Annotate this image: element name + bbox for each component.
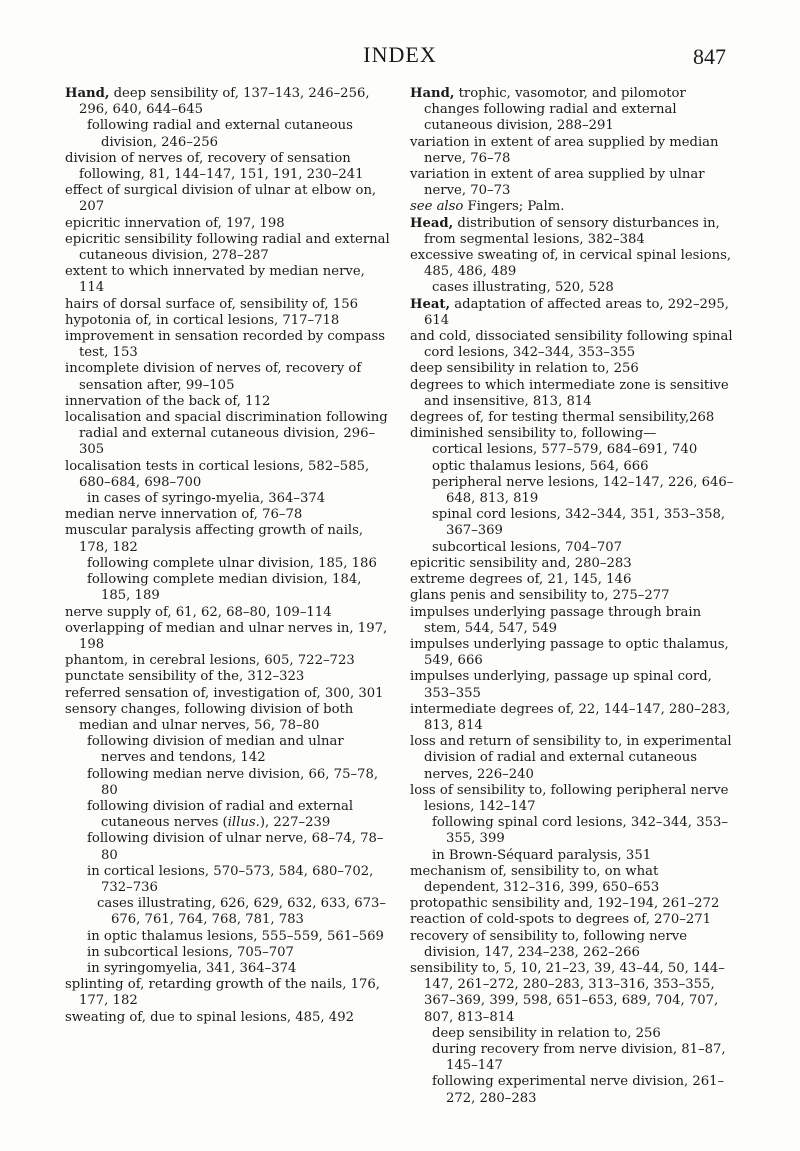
index-entry-text: following division of ulnar nerve, 68–74, 78–80 xyxy=(87,831,384,863)
index-entry-text: peripheral nerve lesions, 142–147, 226, 646–648, 813, 819 xyxy=(432,474,734,507)
index-entry-text: spinal cord lesions, 342–344, 351, 353–358, 367–369 xyxy=(432,507,726,539)
index-entry-text: following median nerve division, 66, 75–78, 80 xyxy=(87,766,379,798)
index-entry-text: deep sensibility in relation to, 256 xyxy=(432,1025,661,1041)
index-entry-text: incomplete division of nerves of, recovery of sensation after, 99–105 xyxy=(65,361,362,393)
index-entry-text: following complete median division, 184, 185, 189 xyxy=(87,572,362,604)
index-column-left xyxy=(65,86,390,1026)
index-entry-text: punctate sensibility of the, 312–323 xyxy=(65,669,305,685)
index-entry-text: innervation of the back of, 112 xyxy=(65,393,271,409)
index-entry-text: variation in extent of area supplied by median nerve, 76–78 xyxy=(410,134,719,166)
index-entry xyxy=(410,135,735,167)
index-entry xyxy=(65,410,390,459)
index-entry-text: loss and return of sensibility to, in experimental division of radial and external cutaneous nerves, 226–240 xyxy=(410,734,732,782)
index-entry-text-cont: ), 227–239 xyxy=(259,815,331,831)
index-entry-text: subcortical lesions, 704–707 xyxy=(432,539,623,555)
index-entry-text: cortical lesions, 577–579, 684–691, 740 xyxy=(432,442,698,458)
index-entry-text: and cold, dissociated sensibility following spinal cord lesions, 342–344, 353–355 xyxy=(410,329,733,361)
index-entry-text: reaction of cold-spots to degrees of, 270–271 xyxy=(410,912,712,928)
index-entry xyxy=(65,313,390,329)
index-entry xyxy=(65,621,390,653)
index-entry-text: overlapping of median and ulnar nerves in, 197, 198 xyxy=(65,620,388,652)
index-entry xyxy=(410,248,735,280)
index-entry xyxy=(432,1042,735,1074)
page-title: INDEX xyxy=(363,42,437,67)
index-entry-text: optic thalamus lesions, 564, 666 xyxy=(432,458,649,474)
index-entry xyxy=(432,1026,735,1042)
index-entry-text: localisation tests in cortical lesions, 582–585, 680–684, 698–700 xyxy=(65,458,370,490)
index-entry xyxy=(87,556,390,572)
index-entry-text: impulses underlying passage through brain stem, 544, 547, 549 xyxy=(410,604,702,636)
index-entry xyxy=(65,669,390,685)
index-entry-text: hypotonia of, in cortical lesions, 717–718 xyxy=(65,312,340,328)
index-entry-text: during recovery from nerve division, 81–87, 145–147 xyxy=(432,1041,726,1074)
index-entry xyxy=(65,653,390,669)
index-entry xyxy=(432,1074,735,1106)
index-entry-text: diminished sensibility to, following— xyxy=(410,426,657,442)
index-entry xyxy=(432,815,735,847)
index-entry-text: degrees of, for testing thermal sensibility,268 xyxy=(410,410,715,426)
index-entry xyxy=(432,475,735,507)
index-entry-text: following experimental nerve division, 261–272, 280–283 xyxy=(432,1074,725,1106)
index-entry xyxy=(87,734,390,766)
index-entry xyxy=(410,572,735,588)
index-entry xyxy=(410,702,735,734)
index-entry-text: splinting of, retarding growth of the nails, 176, 177, 182 xyxy=(65,977,380,1009)
index-entry-text: following radial and external cutaneous division, 246–256 xyxy=(87,118,353,150)
index-entry xyxy=(65,605,390,621)
index-entry xyxy=(410,378,735,410)
index-entry-text: protopathic sensibility and, 192–194, 261–272 xyxy=(410,896,720,912)
index-entry-text: glans penis and sensibility to, 275–277 xyxy=(410,588,670,604)
index-entry xyxy=(65,702,390,734)
index-entry-text: deep sensibility of, 137–143, 246–256, 296, 640, 644–645 xyxy=(79,86,370,118)
index-entry-text: trophic, vasomotor, and pilomotor changes following radial and external cutaneous division, 288–291 xyxy=(424,86,686,134)
index-entry xyxy=(432,280,735,296)
page-header xyxy=(0,40,800,80)
index-entry xyxy=(65,264,390,296)
index-entry xyxy=(410,783,735,815)
index-entry-text: in Brown-Séquard paralysis, 351 xyxy=(432,847,652,863)
index-entry xyxy=(410,929,735,961)
index-entry xyxy=(87,961,390,977)
index-entry-text: impulses underlying, passage up spinal cord, 353–355 xyxy=(410,669,712,701)
index-entry xyxy=(432,459,735,475)
index-entry xyxy=(65,394,390,410)
index-entry xyxy=(410,86,735,135)
index-headword: Hand, xyxy=(65,86,110,101)
index-entry xyxy=(87,767,390,799)
index-entry-text: following complete ulnar division, 185, 186 xyxy=(87,555,377,571)
index-entry xyxy=(410,734,735,783)
index-entry xyxy=(65,297,390,313)
index-entry-text: sensibility to, 5, 10, 21–23, 39, 43–44, 50, 144–147, 261–272, 280–283, 313–316, 353–355, 367–369, 399, 598, 651–653, 689, 704, 707, 807, 813–814 xyxy=(410,960,725,1025)
index-entry xyxy=(65,1010,390,1026)
index-entry xyxy=(410,961,735,1026)
index-entry-text: mechanism of, sensibility to, on what dependent, 312–316, 399, 650–653 xyxy=(410,863,660,895)
index-entry-text: loss of sensibility to, following peripheral nerve lesions, 142–147 xyxy=(410,782,729,814)
index-entry xyxy=(87,491,390,507)
index-entry xyxy=(410,556,735,572)
index-entry xyxy=(65,523,390,555)
index-entry-text: degrees to which intermediate zone is sensitive and insensitive, 813, 814 xyxy=(410,377,729,409)
index-entry xyxy=(87,929,390,945)
index-entry-text: following division of median and ulnar nerves and tendons, 142 xyxy=(87,734,344,766)
index-entry xyxy=(65,86,390,118)
index-italic-text: illus. xyxy=(227,815,260,831)
index-entry-text: in cortical lesions, 570–573, 584, 680–702, 732–736 xyxy=(87,863,374,895)
index-entry-text: following division of radial and external cutaneous nerves ( xyxy=(87,798,354,831)
index-entry xyxy=(432,507,735,539)
index-entry xyxy=(87,864,390,896)
index-entry-text: distribution of sensory disturbances in, from segmental lesions, 382–384 xyxy=(424,215,720,247)
index-entry xyxy=(65,977,390,1009)
index-entry-text: muscular paralysis affecting growth of nails, 178, 182 xyxy=(65,523,364,555)
index-entry xyxy=(65,232,390,264)
index-entry xyxy=(87,799,390,831)
index-entry-text: localisation and spacial discrimination following radial and external cutaneous division, 296–305 xyxy=(65,410,388,458)
index-entry-text: division of nerves of, recovery of sensation following, 81, 144–147, 151, 191, 230–241 xyxy=(65,150,364,183)
index-entry xyxy=(410,297,735,329)
index-entry xyxy=(65,329,390,361)
index-entry-text: extent to which innervated by median nerve, 114 xyxy=(65,264,365,296)
index-entry xyxy=(410,637,735,669)
index-entry xyxy=(432,442,735,458)
index-entry-text: in syringomyelia, 341, 364–374 xyxy=(87,960,297,976)
index-entry xyxy=(432,848,735,864)
index-entry xyxy=(410,329,735,361)
index-entry xyxy=(65,216,390,232)
index-entry-text: sensory changes, following division of both median and ulnar nerves, 56, 78–80 xyxy=(65,701,354,733)
index-entry xyxy=(410,669,735,701)
index-entry-text: cases illustrating, 626, 629, 632, 633, 673–676, 761, 764, 768, 781, 783 xyxy=(97,896,386,928)
index-entry xyxy=(410,199,735,215)
index-entry xyxy=(65,183,390,215)
index-entry xyxy=(410,216,735,248)
index-entry xyxy=(410,167,735,199)
index-column-right xyxy=(410,86,735,1107)
index-entry-text: following spinal cord lesions, 342–344, 353–355, 399 xyxy=(432,815,728,847)
index-headword: Head, xyxy=(410,215,454,231)
index-entry-text: in subcortical lesions, 705–707 xyxy=(87,944,294,960)
index-entry-text: nerve supply of, 61, 62, 68–80, 109–114 xyxy=(65,604,332,620)
index-entry-text: median nerve innervation of, 76–78 xyxy=(65,507,303,523)
index-entry-text: deep sensibility in relation to, 256 xyxy=(410,361,639,377)
index-entry-text: cases illustrating, 520, 528 xyxy=(432,280,614,296)
index-entry-text: Fingers; Palm. xyxy=(463,199,565,215)
index-entry xyxy=(87,572,390,604)
index-entry xyxy=(410,361,735,377)
index-entry-text: epicritic sensibility following radial and external cutaneous division, 278–287 xyxy=(65,231,390,264)
index-entry xyxy=(87,118,390,150)
index-entry xyxy=(65,686,390,702)
index-entry-text: impulses underlying passage to optic thalamus, 549, 666 xyxy=(410,636,729,669)
index-entry xyxy=(97,896,390,928)
index-entry xyxy=(65,361,390,393)
index-entry-text: variation in extent of area supplied by ulnar nerve, 70–73 xyxy=(410,167,705,199)
index-entry xyxy=(410,426,735,442)
index-entry xyxy=(410,864,735,896)
index-headword: Hand, xyxy=(410,86,455,101)
index-entry-text: phantom, in cerebral lesions, 605, 722–723 xyxy=(65,653,355,669)
index-entry-text: adaptation of affected areas to, 292–295, 614 xyxy=(424,296,729,328)
index-entry xyxy=(65,459,390,491)
index-entry-text: referred sensation of, investigation of, 300, 301 xyxy=(65,685,384,701)
index-entry xyxy=(410,896,735,912)
index-entry xyxy=(87,945,390,961)
index-entry-text: improvement in sensation recorded by compass test, 153 xyxy=(65,329,386,361)
index-entry-text: epicritic sensibility and, 280–283 xyxy=(410,555,632,571)
index-entry-text: excessive sweating of, in cervical spinal lesions, 485, 486, 489 xyxy=(410,248,732,280)
index-entry xyxy=(410,410,735,426)
index-entry xyxy=(432,540,735,556)
index-see-also: see also xyxy=(410,199,464,215)
index-entry xyxy=(87,831,390,863)
index-headword: Heat, xyxy=(410,296,451,312)
index-entry xyxy=(65,507,390,523)
index-entry-text: hairs of dorsal surface of, sensibility of, 156 xyxy=(65,296,358,312)
index-entry-text: in cases of syringo-myelia, 364–374 xyxy=(87,491,326,507)
index-entry-text: epicritic innervation of, 197, 198 xyxy=(65,215,285,231)
index-entry-text: sweating of, due to spinal lesions, 485, 492 xyxy=(65,1009,354,1025)
index-entry-text: extreme degrees of, 21, 145, 146 xyxy=(410,572,632,588)
index-entry xyxy=(410,588,735,604)
index-entry-text: effect of surgical division of ulnar at elbow on, 207 xyxy=(65,183,377,215)
index-entry xyxy=(65,151,390,183)
page-number: 847 xyxy=(693,44,726,69)
index-entry-text: in optic thalamus lesions, 555–559, 561–569 xyxy=(87,928,384,944)
index-entry-text: recovery of sensibility to, following nerve division, 147, 234–238, 262–266 xyxy=(410,928,688,960)
index-entry xyxy=(410,912,735,928)
index-entry xyxy=(410,605,735,637)
index-entry-text: intermediate degrees of, 22, 144–147, 280–283, 813, 814 xyxy=(410,701,731,733)
